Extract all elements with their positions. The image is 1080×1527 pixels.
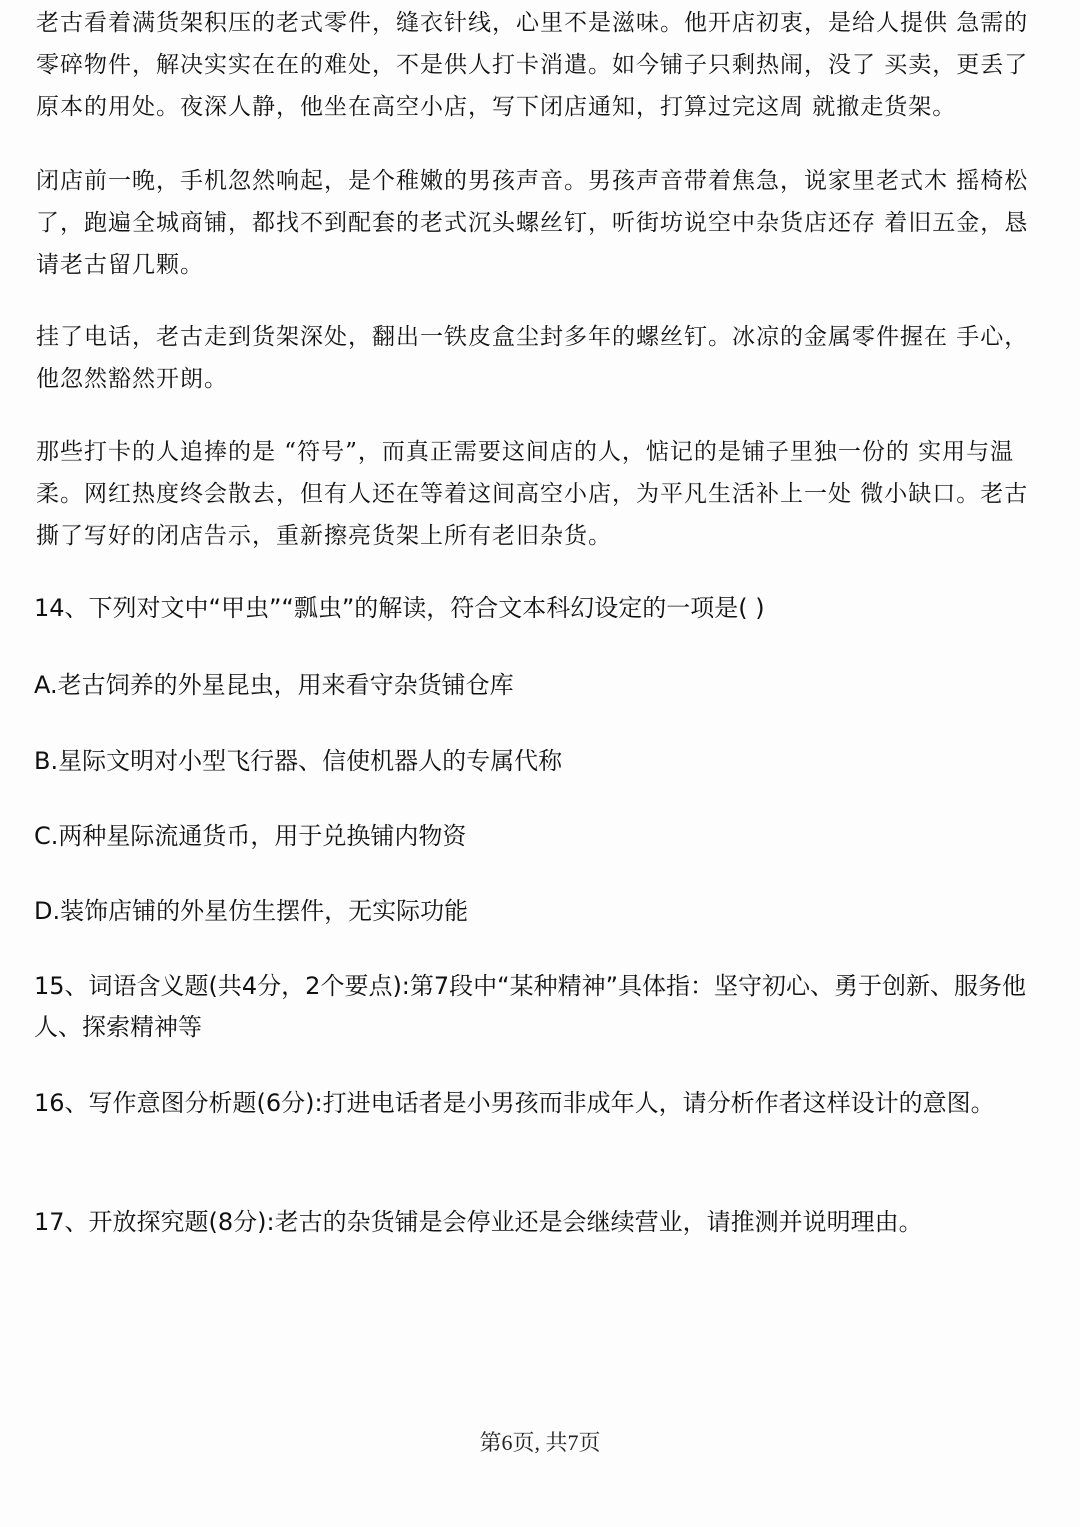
passage-paragraph-1: 老古看着满货架积压的老式零件，缝衣针线，心里不是滋味。他开店初衷，是给人提供 急需的零碎物件，解决实实在在的难处，不是供人打卡消遣。如今铺子只剩热闹，没了 买卖，更丢了原本的用处。夜深人静，他坐在高空小店，写下闭店通知，打算过完这周 就撤走货架。: [36, 10, 1029, 120]
question-17: 17、开放探究题(8分):老古的杂货铺是会停业还是会继续营业，请推测并说明理由。: [34, 1208, 923, 1236]
question-14-option-c: C.两种星际流通货币，用于兑换铺内物资: [34, 822, 467, 850]
question-14: 14、下列对文中“甲虫”“瓢虫”的解读，符合文本科幻设定的一项是( ): [34, 594, 765, 622]
question-14-option-d: D.装饰店铺的外星仿生摆件，无实际功能: [34, 897, 469, 925]
question-14-option-b: B.星际文明对小型飞行器、信使机器人的专属代称: [34, 747, 563, 775]
question-16: 16、写作意图分析题(6分):打进电话者是小男孩而非成年人，请分析作者这样设计的意图。: [34, 1089, 995, 1117]
question-14-option-a: A.老古饲养的外星昆虫，用来看守杂货铺仓库: [34, 671, 514, 699]
question-15: 15、词语含义题(共4分，2个要点):第7段中“某种精神”具体指：坚守初心、勇于创新、服务他人、探索精神等: [34, 972, 1027, 1041]
page-number: 第6页, 共7页: [479, 1430, 601, 1455]
passage-paragraph-2: 闭店前一晚，手机忽然响起，是个稚嫩的男孩声音。男孩声音带着焦急，说家里老式木 摇椅松了，跑遍全城商铺，都找不到配套的老式沉头螺丝钉，听街坊说空中杂货店还存 着旧五金，恳请老古留几颗。: [36, 168, 1029, 278]
passage-paragraph-3: 挂了电话，老古走到货架深处，翻出一铁皮盒尘封多年的螺丝钉。冰凉的金属零件握在 手心，他忽然豁然开朗。: [36, 324, 1029, 392]
passage-paragraph-4: 那些打卡的人追捧的是 “符号”，而真正需要这间店的人，惦记的是铺子里独一份的 实用与温柔。网红热度终会散去，但有人还在等着这间高空小店，为平凡生活补上一处 微小缺口。老古撕了写好的闭店告示，重新擦亮货架上所有老旧杂货。: [36, 439, 1029, 549]
